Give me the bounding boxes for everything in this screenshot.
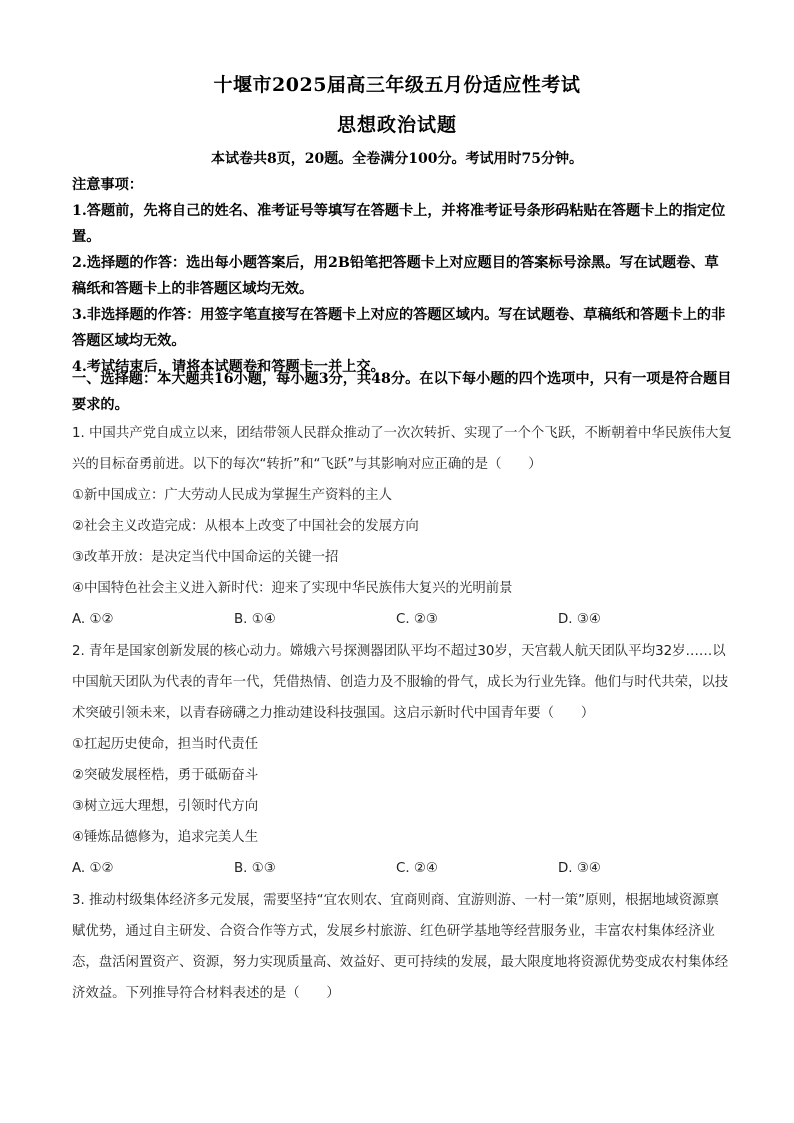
option-c: C. ②④ [396, 861, 438, 876]
statement: ③改革开放：是决定当代中国命运的关键一招 [72, 550, 339, 565]
option-c: C. ②③ [396, 612, 438, 627]
statement: ②社会主义改造完成：从根本上改变了中国社会的发展方向 [72, 519, 419, 534]
question-3 [72, 885, 732, 1009]
option-d: D. ③④ [558, 612, 601, 627]
subject-title: 思想政治试题 [336, 114, 457, 136]
statement: ④中国特色社会主义进入新时代：迎来了实现中华民族伟大复兴的光明前景 [72, 581, 513, 596]
note-item: 2.选择题的作答：选出每小题答案后，用2B铅笔把答题卡上对应题目的答案标号涂黑。写在试题卷、草稿纸和答题卡上的非答题区域均无效。 [72, 255, 719, 297]
exam-title: 十堰市2025届高三年级五月份适应性考试 [213, 74, 581, 96]
note-item: 3.非选择题的作答：用签字笔直接写在答题卡上对应的答题区域内。写在试题卷、草稿纸和答题卡上的非答题区域均无效。 [72, 307, 726, 349]
notes-block [72, 172, 732, 380]
question-1 [72, 418, 732, 635]
section-heading: 一、选择题：本大题共16小题，每小题3分，共48分。在以下每小题的四个选项中，只有一项是符合题目要求的。 [72, 371, 732, 413]
note-item: 1.答题前，先将自己的姓名、准考证号等填写在答题卡上，并将准考证号条形码粘贴在答题卡上的指定位置。 [72, 203, 726, 245]
statement: ③树立远大理想，引领时代方向 [72, 799, 259, 814]
option-a: A. ①② [72, 612, 114, 627]
note-item: 4.考试结束后，请将本试题卷和答题卡一并上交。 [72, 359, 385, 375]
statement: ④锤炼品德修为，追求完美人生 [72, 830, 259, 845]
statement: ①新中国成立：广大劳动人民成为掌握生产资料的主人 [72, 488, 392, 503]
question-stem: 3. 推动村级集体经济多元发展，需要坚持“宜农则农、宜商则商、宜游则游、一村一策”原则，根据地域资源禀赋优势，通过自主研发、合资合作等方式，发展乡村旅游、红色研学基地等经营服务业，丰富农村集体经济业态，盘活闲置资产、资源，努力实现质量高、效益好、更可持续的发展，最大限度地将资源优势变成农村集体经济效益。下列推导符合材料表述的是（ ） [72, 893, 729, 1001]
statement: ①扛起历史使命，担当时代责任 [72, 737, 259, 752]
notes-heading: 注意事项： [72, 177, 143, 193]
exam-info: 本试卷共8页，20题。全卷满分100分。考试用时75分钟。 [211, 151, 583, 167]
options-row [72, 604, 732, 635]
options-row [72, 853, 732, 884]
option-b: B. ①④ [234, 612, 276, 627]
question-stem: 1. 中国共产党自成立以来，团结带领人民群众推动了一次次转折、实现了一个个飞跃，不断朝着中华民族伟大复兴的目标奋勇前进。以下的每次“转折”和“飞跃”与其影响对应正确的是（ ） [72, 426, 732, 472]
option-d: D. ③④ [558, 861, 601, 876]
question-2 [72, 636, 732, 884]
statement: ②突破发展桎梏，勇于砥砺奋斗 [72, 768, 259, 783]
option-b: B. ①③ [234, 861, 276, 876]
option-a: A. ①② [72, 861, 114, 876]
question-stem: 2. 青年是国家创新发展的核心动力。嫦娥六号探测器团队平均不超过30岁，天宫载人航天团队平均32岁……以中国航天团队为代表的青年一代，凭借热情、创造力及不服输的骨气，成长为行业先锋。他们与时代共荣，以技术突破引领未来，以青春磅礴之力推动建设科技强国。这启示新时代中国青年要（ ） [72, 644, 729, 721]
